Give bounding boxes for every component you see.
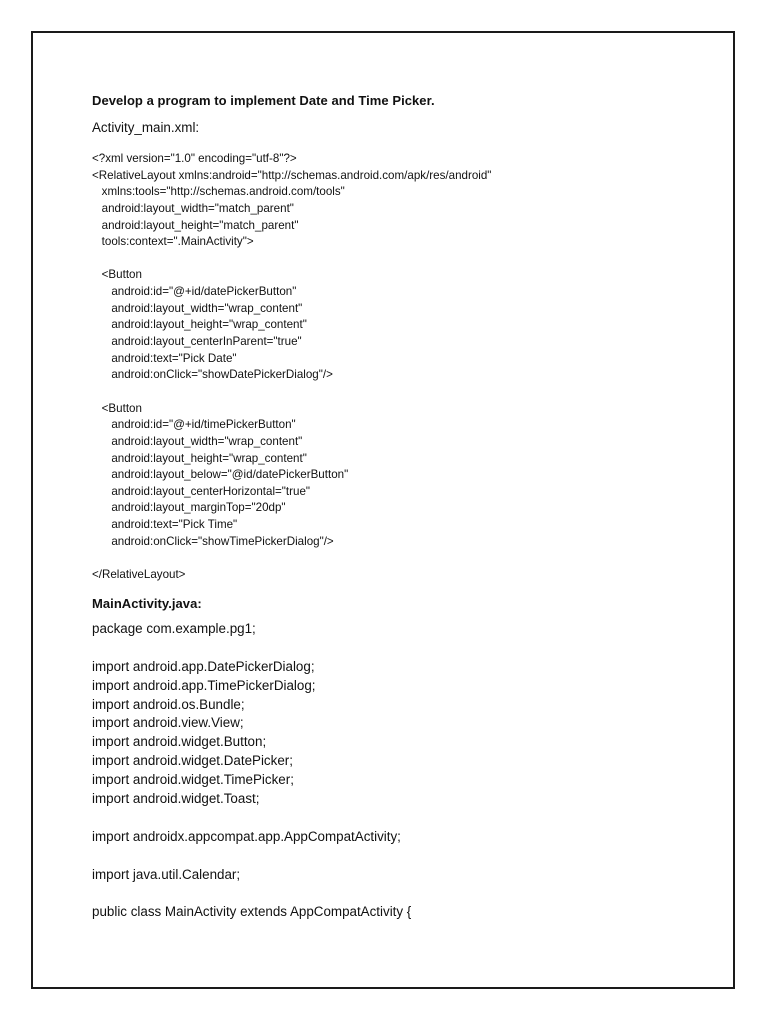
java-code-line: import android.app.DatePickerDialog; [92, 658, 315, 674]
xml-code-line: android:id="@+id/datePickerButton" [92, 285, 297, 299]
xml-code-line: <RelativeLayout xmlns:android="http://schemas.android.com/apk/res/android" [92, 168, 492, 182]
java-code-line: package com.example.pg1; [92, 621, 256, 636]
xml-code-line: android:layout_centerInParent="true" [92, 335, 302, 349]
xml-code-line: android:layout_marginTop="20dp" [92, 501, 286, 515]
xml-code-line: android:text="Pick Date" [92, 351, 237, 365]
java-code-line [92, 809, 411, 828]
xml-code-block [92, 151, 491, 584]
xml-code-line [92, 550, 491, 567]
java-code-line [92, 884, 411, 903]
xml-code-line: <Button [92, 268, 142, 282]
java-code-line: import android.widget.DatePicker; [92, 753, 293, 769]
xml-code-line: android:onClick="showTimePickerDialog"/> [92, 534, 334, 548]
java-file-label: MainActivity.java: [92, 596, 202, 611]
java-code-line: import android.app.TimePickerDialog; [92, 677, 316, 693]
java-code-line: public class MainActivity extends AppCompatActivity { [92, 904, 412, 920]
xml-file-label: Activity_main.xml: [92, 120, 200, 135]
java-code-block [92, 620, 411, 922]
xml-code-line: android:id="@+id/timePickerButton" [92, 418, 296, 432]
xml-code-line: android:layout_below="@id/datePickerButton" [92, 468, 349, 482]
java-code-line: import android.view.View; [92, 715, 244, 731]
document-page [31, 31, 735, 989]
xml-code-line: android:text="Pick Time" [92, 518, 238, 532]
java-code-line: import android.widget.Toast; [92, 791, 260, 807]
java-code-line: import android.widget.Button; [92, 734, 267, 750]
xml-code-line: android:layout_height="wrap_content" [92, 451, 307, 465]
xml-code-line: android:layout_width="wrap_content" [92, 301, 303, 315]
xml-code-line: android:onClick="showDatePickerDialog"/> [92, 368, 333, 382]
java-code-line [92, 639, 411, 658]
xml-code-line [92, 384, 491, 401]
xml-code-line: </RelativeLayout> [92, 568, 186, 582]
xml-code-line: android:layout_centerHorizontal="true" [92, 484, 311, 498]
java-code-line [92, 847, 411, 866]
xml-code-line: android:layout_width="wrap_content" [92, 434, 303, 448]
java-code-line: import java.util.Calendar; [92, 866, 241, 882]
java-code-line: import android.os.Bundle; [92, 696, 245, 712]
page-title: Develop a program to implement Date and Time Picker. [92, 93, 435, 108]
xml-code-line: <?xml version="1.0" encoding="utf-8"?> [92, 152, 297, 165]
xml-code-line: android:layout_height="wrap_content" [92, 318, 307, 332]
xml-code-line: android:layout_height="match_parent" [92, 218, 299, 232]
java-code-line: import android.widget.TimePicker; [92, 772, 294, 788]
xml-code-line [92, 251, 491, 268]
xml-code-line: android:layout_width="match_parent" [92, 201, 294, 215]
java-code-line: import androidx.appcompat.app.AppCompatActivity; [92, 828, 401, 844]
xml-code-line: <Button [92, 401, 142, 415]
xml-code-line: tools:context=".MainActivity"> [92, 235, 254, 249]
xml-code-line: xmlns:tools="http://schemas.android.com/tools" [92, 185, 345, 199]
